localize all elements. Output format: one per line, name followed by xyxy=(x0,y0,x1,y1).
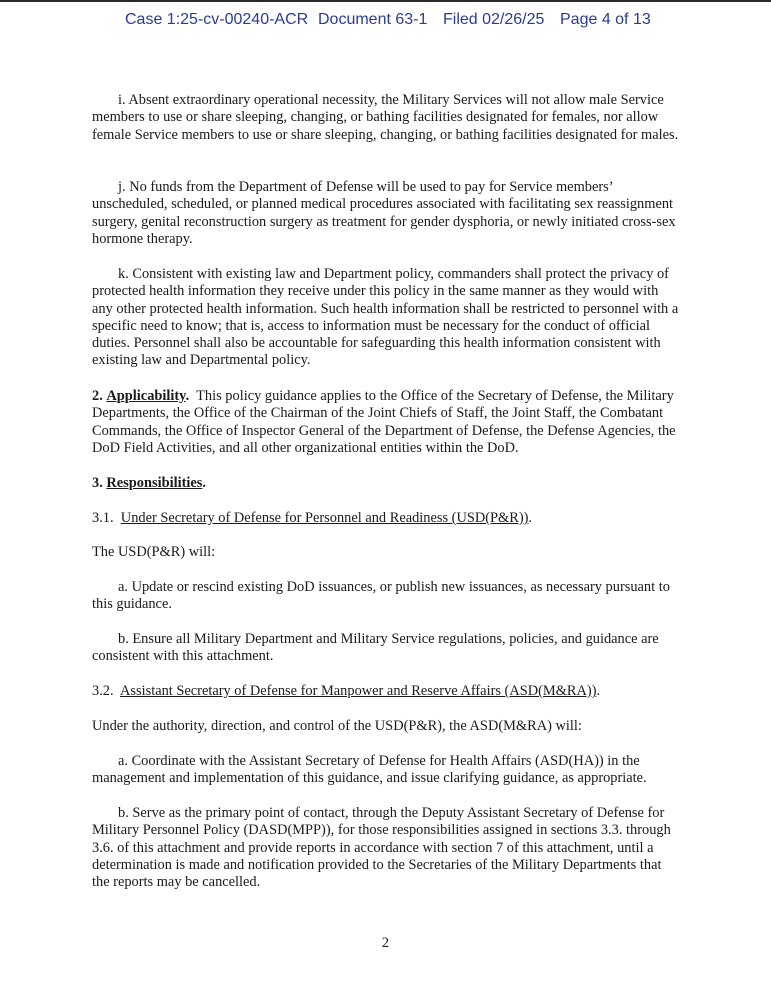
paragraph-j xyxy=(92,179,682,248)
subsection-3-1-b xyxy=(92,631,682,666)
subsection-3-2-title: Assistant Secretary of Defense for Manpower and Reserve Affairs (ASD(M&RA)) xyxy=(120,683,597,699)
section-applicability: 2. Applicability. This policy guidance applies to the Office of the Secretary of Defense, the Military Departments, the Office of the Chairman of the Joint Chiefs of Staff, the Joint Staff, the Combatant Commands, the Office of Inspector General of the Department of Defense, the Defense Agencies, the DoD Field Activities, and all other organizational entities within the DoD. xyxy=(92,388,676,456)
paragraph-k-text: k. Consistent with existing law and Department policy, commanders shall protect the privacy of protected health information they receive under this policy in the same manner as they would with any other protected health information. Such health information shall be restricted to personnel with a specific need to know; that is, access to information must be necessary for the conduct of official duties. Personnel shall also be accountable for safeguarding this health information consistent with existing law and Departmental policy. xyxy=(92,266,679,369)
subsection-3-2-number: 3.2. xyxy=(92,683,114,699)
top-border xyxy=(0,0,771,2)
filed-date: Filed 02/26/25 xyxy=(443,11,545,28)
subsection-3-1-intro-text: The USD(P&R) will: xyxy=(92,544,216,560)
subsection-3-1-title: Under Secretary of Defense for Personnel and Readiness (USD(P&R)) xyxy=(120,510,529,526)
subsection-3-1-a-text: a. Update or rescind existing DoD issuances, or publish new issuances, as necessary pursuant to this guidance. xyxy=(92,579,670,613)
subsection-3-2-b xyxy=(92,805,682,891)
paragraph-j-text: j. No funds from the Department of Defense will be used to pay for Service members’ unscheduled, scheduled, or planned medical procedures associated with facilitating sex reassignment surgery, genital reconstruction surgery as treatment for gender dysphoria, or newly initiated cross-sex hormone therapy. xyxy=(92,179,676,247)
document-number: Document 63-1 xyxy=(318,11,428,28)
responsibilities-number: 3. xyxy=(92,475,103,491)
case-number: Case 1:25-cv-00240-ACR xyxy=(125,11,309,28)
subsection-3-1-a xyxy=(92,579,682,614)
responsibilities-heading: Responsibilities xyxy=(106,475,203,491)
applicability-text: This policy guidance applies to the Office of the Secretary of Defense, the Military Departments, the Office of the Chairman of the Joint Chiefs of Staff, the Joint Staff, the Combatant Commands, the Office of Inspector General of the Department of Defense, the Defense Agencies, the DoD Field Activities, and all other organizational entities within the DoD. xyxy=(92,388,676,456)
subsection-3-1-number: 3.1. xyxy=(92,510,114,526)
applicability-number: 2. xyxy=(92,388,103,404)
applicability-heading: Applicability xyxy=(106,388,186,404)
subsection-3-1-heading: 3.1. Under Secretary of Defense for Personnel and Readiness (USD(P&R)). xyxy=(92,510,533,526)
subsection-3-2-heading: 3.2. Assistant Secretary of Defense for Manpower and Reserve Affairs (ASD(M&RA)). xyxy=(92,683,601,699)
subsection-3-2-b-text: b. Serve as the primary point of contact, through the Deputy Assistant Secretary of Defense for Military Personnel Policy (DASD(MPP)), for those responsibilities assigned in sections 3.3. through 3.6. of this attachment and provide reports in accordance with section 7 of this attachment, until a determination is made and notification provided to the Secretaries of the Military Departments that the reports may be cancelled. xyxy=(92,805,671,891)
paragraph-k xyxy=(92,266,682,370)
page-count: Page 4 of 13 xyxy=(560,11,651,28)
subsection-3-1-b-text: b. Ensure all Military Department and Military Service regulations, policies, and guidance are consistent with this attachment. xyxy=(92,631,659,665)
subsection-3-2-intro xyxy=(92,718,682,735)
paragraph-i-text: i. Absent extraordinary operational necessity, the Military Services will not allow male Service members to use or share sleeping, changing, or bathing facilities designated for females, nor allow female Service members to use or share sleeping, changing, or bathing facilities designated for males. xyxy=(92,92,679,143)
section-responsibilities-heading: 3. Responsibilities. xyxy=(92,475,206,491)
paragraph-i xyxy=(92,92,682,144)
subsection-3-2-a xyxy=(92,753,682,788)
subsection-3-2-a-text: a. Coordinate with the Assistant Secretary of Defense for Health Affairs (ASD(HA)) in the management and implementation of this guidance, and issue clarifying guidance, as appropriate. xyxy=(92,753,647,787)
page-number: 2 xyxy=(381,935,390,951)
subsection-3-1-intro xyxy=(92,544,682,561)
subsection-3-2-intro-text: Under the authority, direction, and control of the USD(P&R), the ASD(M&RA) will: xyxy=(92,718,582,734)
